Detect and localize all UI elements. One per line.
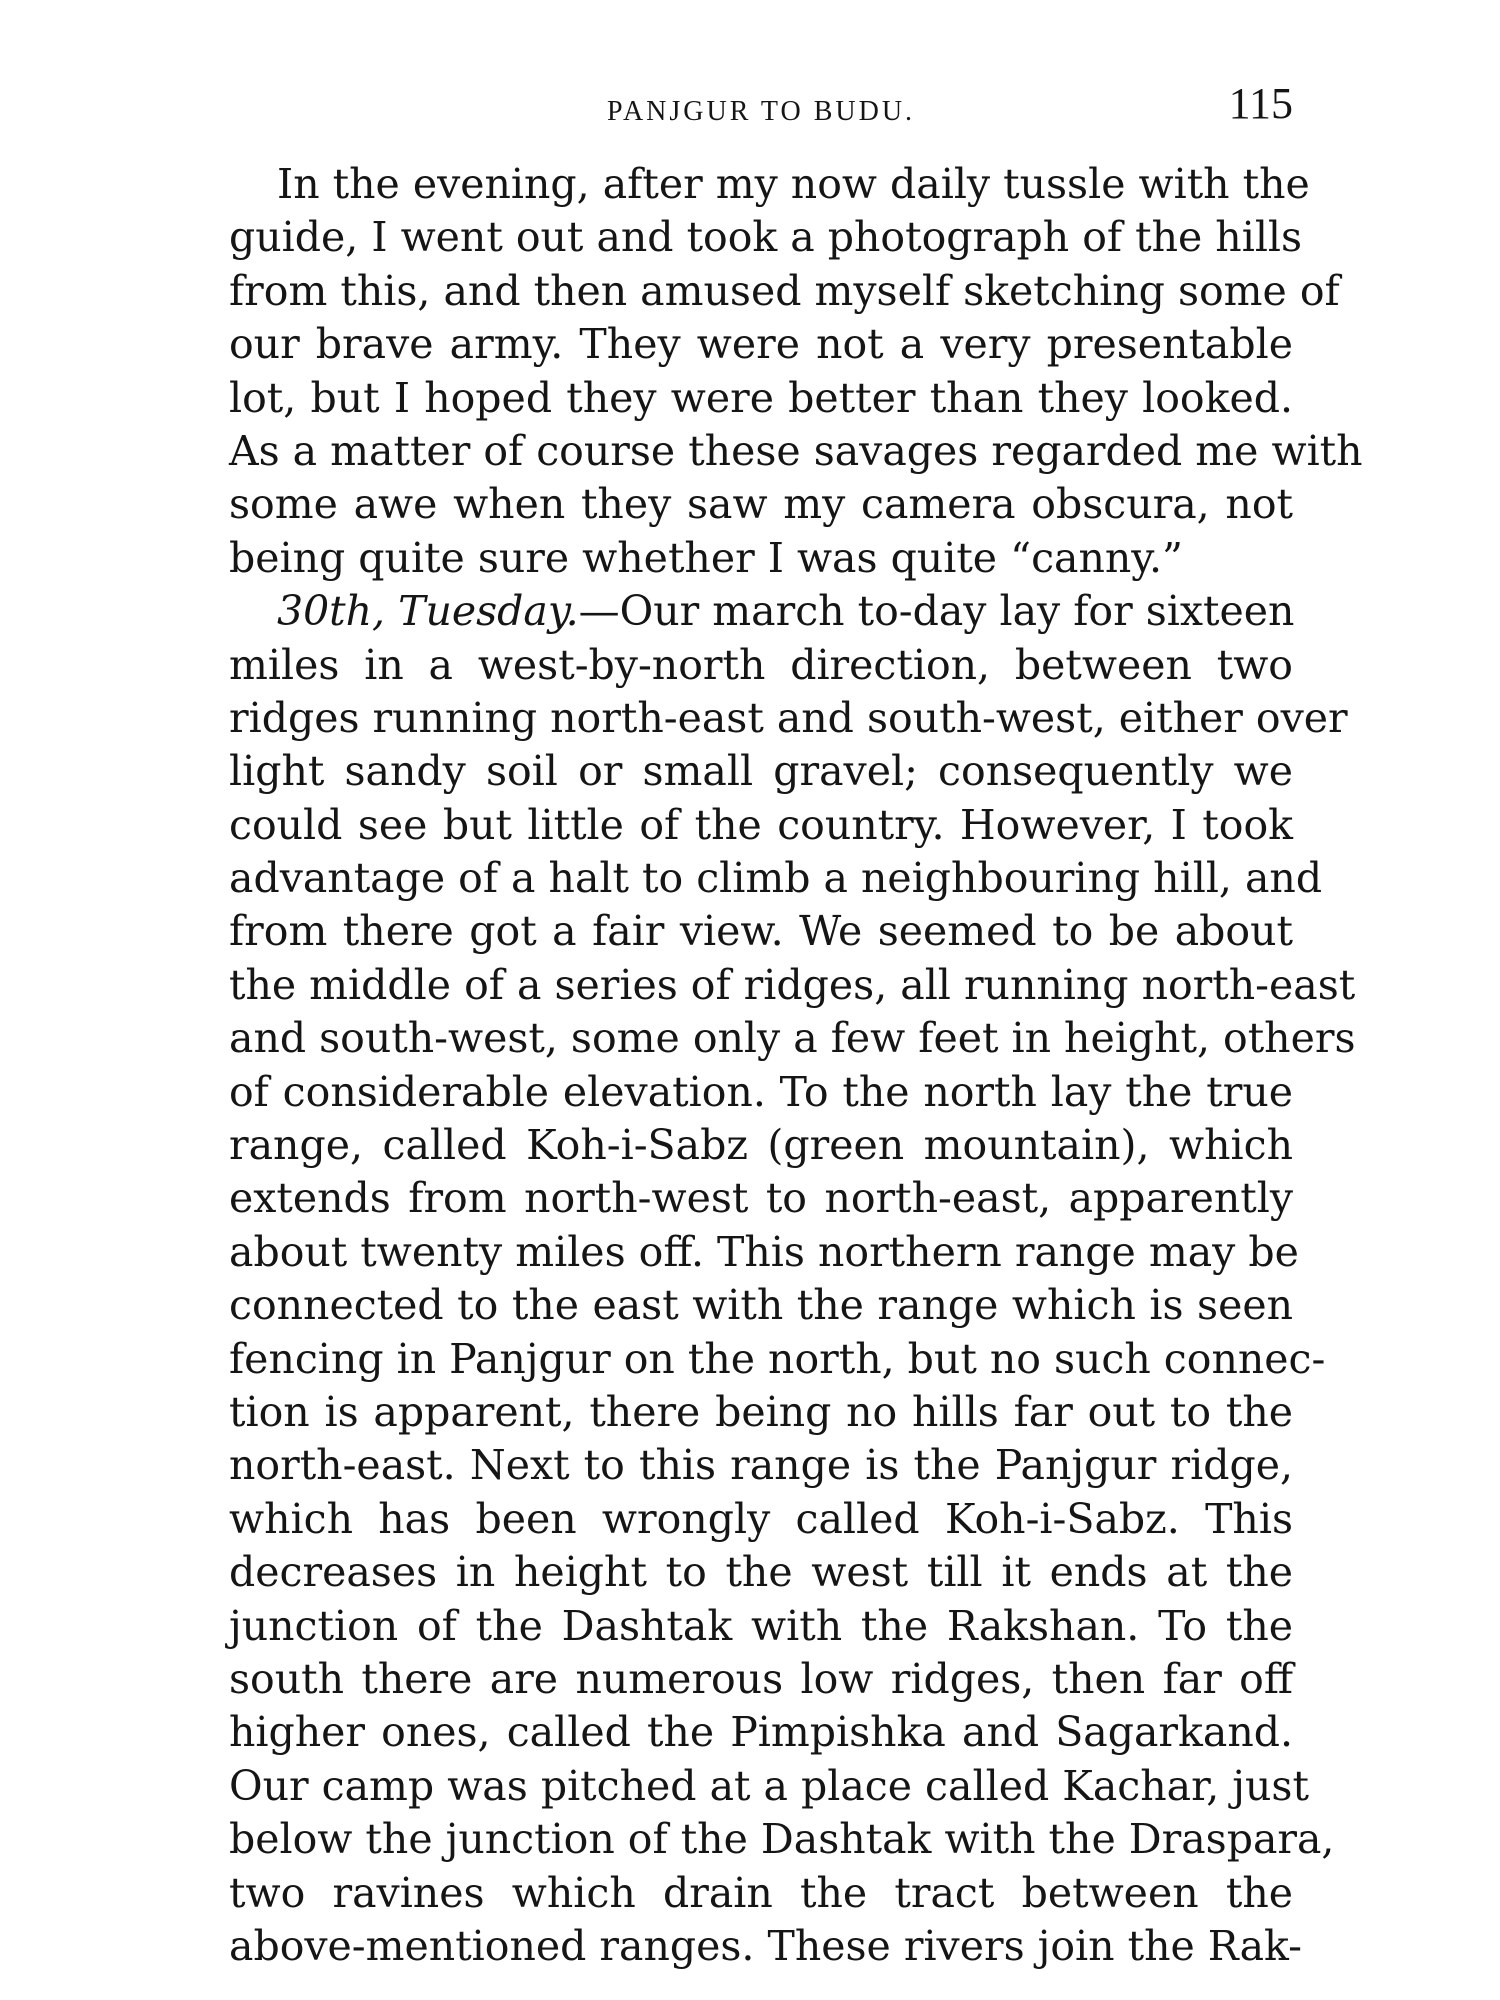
text-line: fencing in Panjgur on the north, but no such connec- <box>229 1334 1326 1383</box>
text-line: tion is apparent, there being no hills far out to the <box>229 1387 1293 1436</box>
text-line: two ravines which drain the tract between the <box>229 1868 1293 1917</box>
text-line: higher ones, called the Pimpishka and Sagarkand. <box>229 1708 1293 1757</box>
text-line: being quite sure whether I was quite “canny.” <box>229 533 1183 582</box>
entry-date: 30th, Tuesday. <box>277 587 579 636</box>
text-line: below the junction of the Dashtak with the Draspara, <box>229 1815 1335 1864</box>
text-line: could see but little of the country. However, I took <box>229 800 1293 849</box>
text-line: north-east. Next to this range is the Panjgur ridge, <box>229 1441 1293 1490</box>
text-line: lot, but I hoped they were better than they looked. <box>229 373 1293 422</box>
text-line: advantage of a halt to climb a neighbouring hill, and <box>229 854 1323 903</box>
em-dash: — <box>578 587 620 636</box>
text-line: light sandy soil or small gravel; consequently we <box>229 747 1293 796</box>
text-line: which has been wrongly called Koh-i-Sabz. This <box>229 1494 1293 1543</box>
text-line: decreases in height to the west till it ends at the <box>229 1548 1293 1597</box>
text-line: the middle of a series of ridges, all running north-east <box>229 960 1356 1009</box>
text-line: junction of the Dashtak with the Rakshan. To the <box>229 1601 1293 1650</box>
entry-text: Our march to-day lay for sixteen <box>619 587 1295 636</box>
text-line: As a matter of course these savages regarded me with <box>229 426 1363 475</box>
text-line: and south-west, some only a few feet in height, others <box>229 1014 1356 1063</box>
text-line: range, called Koh-i-Sabz (green mountain), which <box>229 1121 1293 1170</box>
text-line: about twenty miles off. This northern range may be <box>229 1227 1299 1276</box>
dated-paragraph-opening <box>229 585 1293 638</box>
text-line: extends from north-west to north-east, apparently <box>229 1174 1293 1223</box>
text-line: our brave army. They were not a very presentable <box>229 320 1293 369</box>
text-line: guide, I went out and took a photograph of the hills <box>229 213 1303 262</box>
text-line: south there are numerous low ridges, then far off <box>229 1654 1293 1703</box>
body-text <box>229 158 1363 1973</box>
text-line: Our camp was pitched at a place called Kachar, just <box>229 1761 1309 1810</box>
text-line: of considerable elevation. To the north lay the true <box>229 1067 1293 1116</box>
running-title: PANJGUR TO BUDU. <box>606 96 916 127</box>
text-line: connected to the east with the range which is seen <box>229 1281 1293 1330</box>
text-line: from there got a fair view. We seemed to be about <box>229 907 1293 956</box>
running-head <box>229 78 1293 138</box>
text-line: miles in a west-by-north direction, between two <box>229 640 1293 689</box>
text-line: above-mentioned ranges. These rivers join the Rak- <box>229 1921 1303 1970</box>
text-line: from this, and then amused myself sketching some of <box>229 266 1340 315</box>
page-number: 115 <box>1228 79 1293 128</box>
text-line: ridges running north-east and south-west, either over <box>229 693 1348 742</box>
text-line: some awe when they saw my camera obscura, not <box>229 480 1293 529</box>
text-line: In the evening, after my now daily tussle with the <box>277 160 1310 208</box>
